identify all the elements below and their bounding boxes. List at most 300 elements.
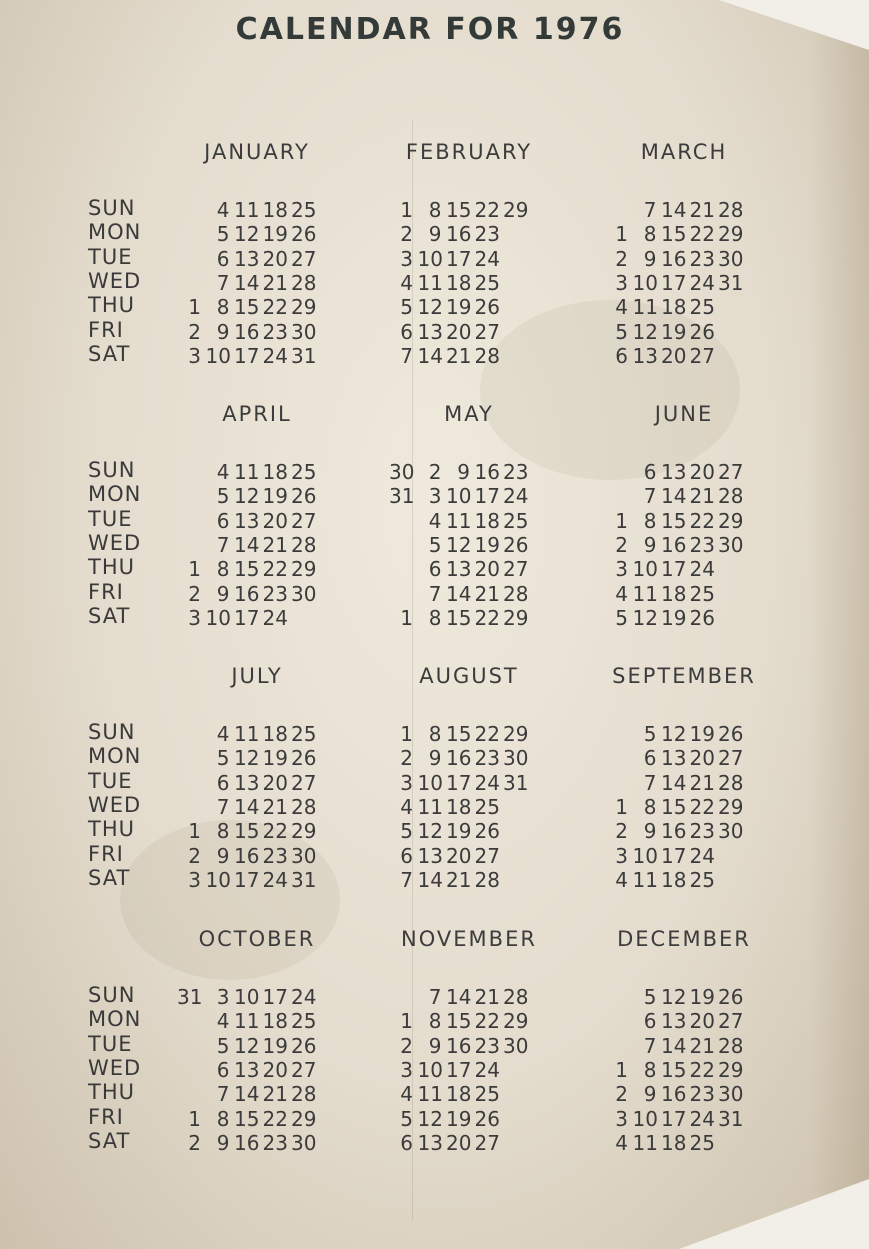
date-cell: 28 xyxy=(291,1082,317,1107)
date-cell: 19 xyxy=(446,819,472,844)
date-cell: 20 xyxy=(446,843,472,868)
date-cell: 16 xyxy=(661,1082,687,1107)
date-cell: 5 xyxy=(216,1033,230,1058)
date-cell: 27 xyxy=(718,460,744,484)
week-row xyxy=(612,868,772,892)
date-cell: 6 xyxy=(216,770,230,795)
date-cell: 25 xyxy=(503,508,529,533)
date-cell: 14 xyxy=(234,270,260,295)
date-cell: 5 xyxy=(400,295,413,320)
date-cell: 13 xyxy=(234,246,260,271)
date-cell: 5 xyxy=(643,985,657,1009)
date-cell: 11 xyxy=(632,295,658,320)
week-row xyxy=(397,295,557,319)
date-cell: 17 xyxy=(661,843,687,868)
date-cell: 15 xyxy=(446,722,472,746)
date-cell: 9 xyxy=(428,222,442,247)
date-cell: 12 xyxy=(417,295,443,320)
date-cell: 30 xyxy=(503,746,529,771)
date-cell: 6 xyxy=(643,460,657,484)
date-cell: 3 xyxy=(400,246,413,271)
date-cell: 22 xyxy=(689,794,715,819)
date-cell: 14 xyxy=(234,794,260,819)
date-cell: 12 xyxy=(234,1033,260,1058)
date-cell: 24 xyxy=(291,985,317,1009)
date-cell: 27 xyxy=(689,343,715,368)
date-cell: 28 xyxy=(503,581,529,606)
date-cell: 7 xyxy=(643,198,657,222)
month-name-november: NOVEMBER xyxy=(401,927,537,951)
date-cell: 5 xyxy=(216,484,230,509)
week-row xyxy=(185,509,345,533)
date-cell: 2 xyxy=(188,1130,201,1155)
day-label-thu: THU xyxy=(88,1080,135,1105)
date-cell: 23 xyxy=(474,746,500,771)
date-cell: 18 xyxy=(446,270,472,295)
week-row xyxy=(612,795,772,819)
date-cell: 6 xyxy=(615,343,628,368)
date-cell: 7 xyxy=(216,794,230,819)
week-row xyxy=(397,557,557,581)
date-cell: 22 xyxy=(689,222,715,247)
date-cell: 13 xyxy=(661,746,687,771)
date-cell: 22 xyxy=(689,508,715,533)
date-cell: 30 xyxy=(718,532,744,557)
date-cell: 13 xyxy=(417,843,443,868)
date-cell: 25 xyxy=(291,1009,317,1034)
date-cell: 4 xyxy=(615,581,628,606)
month-name-may: MAY xyxy=(444,402,494,426)
date-cell: 25 xyxy=(689,867,715,892)
date-cell: 18 xyxy=(262,1009,288,1034)
date-cell: 13 xyxy=(234,770,260,795)
date-cell: 8 xyxy=(216,557,230,582)
date-cell: 7 xyxy=(643,484,657,509)
date-cell: 30 xyxy=(718,246,744,271)
week-row xyxy=(612,606,772,630)
date-cell: 31 xyxy=(389,484,415,509)
date-cell: 10 xyxy=(417,246,443,271)
date-cell: 2 xyxy=(400,746,413,771)
date-cell: 26 xyxy=(291,484,317,509)
torn-corner-bottom xyxy=(679,1179,869,1249)
date-cell: 7 xyxy=(400,867,413,892)
date-cell: 14 xyxy=(234,1082,260,1107)
date-cell: 14 xyxy=(661,484,687,509)
date-cell: 16 xyxy=(446,1033,472,1058)
date-cell: 26 xyxy=(474,1106,500,1131)
date-cell: 9 xyxy=(643,819,657,844)
date-cell: 3 xyxy=(428,484,442,509)
date-cell: 15 xyxy=(234,295,260,320)
date-cell: 30 xyxy=(503,1033,529,1058)
day-label-sat: SAT xyxy=(88,865,131,890)
date-cell: 27 xyxy=(474,1130,500,1155)
date-cell: 21 xyxy=(262,270,288,295)
date-cell: 29 xyxy=(291,295,317,320)
week-row xyxy=(185,1082,345,1106)
day-label-thu: THU xyxy=(88,293,135,318)
date-cell: 12 xyxy=(234,484,260,509)
week-row xyxy=(185,484,345,508)
week-row xyxy=(397,1107,557,1131)
date-cell: 3 xyxy=(400,1057,413,1082)
date-cell: 20 xyxy=(262,246,288,271)
date-cell: 28 xyxy=(718,484,744,509)
week-row xyxy=(612,271,772,295)
date-cell: 16 xyxy=(446,222,472,247)
date-cell: 8 xyxy=(216,1106,230,1131)
date-cell: 11 xyxy=(446,508,472,533)
date-cell: 2 xyxy=(188,319,201,344)
date-cell: 19 xyxy=(446,295,472,320)
date-cell: 22 xyxy=(689,1057,715,1082)
date-cell: 2 xyxy=(400,222,413,247)
month-name-january: JANUARY xyxy=(204,140,310,164)
date-cell: 26 xyxy=(291,222,317,247)
date-cell: 26 xyxy=(503,532,529,557)
date-cell: 20 xyxy=(446,319,472,344)
date-cell: 18 xyxy=(661,295,687,320)
date-cell: 19 xyxy=(689,722,715,746)
date-cell: 9 xyxy=(643,1082,657,1107)
date-cell: 12 xyxy=(446,532,472,557)
date-cell: 28 xyxy=(718,198,744,222)
date-cell: 6 xyxy=(216,1057,230,1082)
day-label-thu: THU xyxy=(88,555,135,580)
date-cell: 14 xyxy=(661,770,687,795)
date-cell: 10 xyxy=(205,343,231,368)
date-cell: 7 xyxy=(216,1082,230,1107)
date-cell: 26 xyxy=(718,722,744,746)
date-cell: 21 xyxy=(446,867,472,892)
date-cell: 4 xyxy=(400,270,413,295)
date-cell: 23 xyxy=(474,222,500,247)
date-cell: 7 xyxy=(400,343,413,368)
day-label-wed: WED xyxy=(88,530,142,555)
date-cell: 6 xyxy=(643,1009,657,1034)
week-row xyxy=(612,771,772,795)
date-cell: 14 xyxy=(446,985,472,1009)
date-cell: 15 xyxy=(661,508,687,533)
week-row xyxy=(612,1131,772,1155)
date-cell: 29 xyxy=(503,605,529,630)
date-cell: 13 xyxy=(417,319,443,344)
month-name-february: FEBRUARY xyxy=(405,140,533,164)
date-cell: 18 xyxy=(262,198,288,222)
week-row xyxy=(397,1009,557,1033)
day-label-fri: FRI xyxy=(88,841,124,866)
date-cell: 22 xyxy=(474,605,500,630)
date-cell: 21 xyxy=(474,985,500,1009)
week-row xyxy=(185,320,345,344)
date-cell: 23 xyxy=(689,246,715,271)
date-cell: 26 xyxy=(689,605,715,630)
date-cell: 1 xyxy=(188,557,201,582)
week-row xyxy=(397,222,557,246)
week-row xyxy=(397,247,557,271)
date-cell: 1 xyxy=(400,1009,413,1034)
date-cell: 3 xyxy=(400,770,413,795)
date-cell: 13 xyxy=(234,1057,260,1082)
day-label-mon: MON xyxy=(88,482,142,507)
date-cell: 23 xyxy=(262,581,288,606)
date-cell: 18 xyxy=(446,794,472,819)
date-cell: 20 xyxy=(661,343,687,368)
week-row xyxy=(612,819,772,843)
date-cell: 25 xyxy=(474,270,500,295)
date-cell: 1 xyxy=(400,722,413,746)
date-cell: 4 xyxy=(216,1009,230,1034)
month-name-august: AUGUST xyxy=(419,664,519,688)
date-cell: 4 xyxy=(400,1082,413,1107)
date-cell: 19 xyxy=(262,484,288,509)
date-cell: 23 xyxy=(262,1130,288,1155)
date-cell: 13 xyxy=(632,343,658,368)
date-cell: 30 xyxy=(291,843,317,868)
date-cell: 1 xyxy=(615,222,628,247)
date-cell: 9 xyxy=(216,319,230,344)
date-cell: 8 xyxy=(428,605,442,630)
date-cell: 8 xyxy=(216,819,230,844)
date-cell: 3 xyxy=(615,843,628,868)
date-cell: 11 xyxy=(417,270,443,295)
date-cell: 14 xyxy=(661,198,687,222)
date-cell: 8 xyxy=(643,222,657,247)
week-row xyxy=(185,771,345,795)
week-row xyxy=(612,746,772,770)
date-cell: 24 xyxy=(689,557,715,582)
date-cell: 5 xyxy=(615,319,628,344)
day-label-mon: MON xyxy=(88,220,142,245)
month-name-december: DECEMBER xyxy=(617,927,751,951)
date-cell: 23 xyxy=(474,1033,500,1058)
date-cell: 26 xyxy=(474,295,500,320)
date-cell: 20 xyxy=(689,460,715,484)
week-row xyxy=(612,1107,772,1131)
day-label-sun: SUN xyxy=(88,720,136,744)
date-cell: 10 xyxy=(632,270,658,295)
date-cell: 4 xyxy=(400,794,413,819)
date-cell: 27 xyxy=(291,1057,317,1082)
date-cell: 29 xyxy=(503,722,529,746)
date-cell: 16 xyxy=(234,843,260,868)
date-cell: 30 xyxy=(718,819,744,844)
date-cell: 13 xyxy=(661,1009,687,1034)
month-name-march: MARCH xyxy=(640,140,728,164)
date-cell: 27 xyxy=(474,319,500,344)
date-cell: 24 xyxy=(689,843,715,868)
date-cell: 7 xyxy=(643,1033,657,1058)
date-cell: 17 xyxy=(234,343,260,368)
date-cell: 19 xyxy=(262,1033,288,1058)
date-cell: 4 xyxy=(216,722,230,746)
date-cell: 31 xyxy=(291,343,317,368)
day-label-sun: SUN xyxy=(88,458,136,482)
date-cell: 8 xyxy=(428,722,442,746)
date-cell: 29 xyxy=(291,557,317,582)
date-cell: 27 xyxy=(718,746,744,771)
date-cell: 7 xyxy=(428,581,442,606)
date-cell: 14 xyxy=(417,867,443,892)
date-cell: 11 xyxy=(632,581,658,606)
date-cell: 22 xyxy=(262,819,288,844)
date-cell: 12 xyxy=(661,722,687,746)
week-row xyxy=(612,222,772,246)
date-cell: 26 xyxy=(291,746,317,771)
date-cell: 1 xyxy=(188,295,201,320)
date-cell: 9 xyxy=(643,532,657,557)
week-row xyxy=(185,606,345,630)
date-cell: 16 xyxy=(661,532,687,557)
date-cell: 25 xyxy=(474,1082,500,1107)
day-label-fri: FRI xyxy=(88,1104,124,1129)
week-row xyxy=(612,1034,772,1058)
week-row xyxy=(177,985,345,1009)
month-name-october: OCTOBER xyxy=(198,927,316,951)
date-cell: 22 xyxy=(474,198,500,222)
week-row xyxy=(397,844,557,868)
date-cell: 3 xyxy=(615,1106,628,1131)
date-cell: 11 xyxy=(234,1009,260,1034)
day-label-thu: THU xyxy=(88,817,135,842)
date-cell: 16 xyxy=(474,460,500,484)
date-cell: 23 xyxy=(689,1082,715,1107)
week-row xyxy=(612,582,772,606)
date-cell: 18 xyxy=(661,1130,687,1155)
date-cell: 24 xyxy=(474,770,500,795)
date-cell: 14 xyxy=(417,343,443,368)
date-cell: 17 xyxy=(234,867,260,892)
week-row xyxy=(185,819,345,843)
week-row xyxy=(612,295,772,319)
week-row xyxy=(397,509,557,533)
date-cell: 19 xyxy=(446,1106,472,1131)
date-cell: 11 xyxy=(234,460,260,484)
date-cell: 5 xyxy=(428,532,442,557)
date-cell: 30 xyxy=(291,319,317,344)
date-cell: 9 xyxy=(216,1130,230,1155)
date-cell: 28 xyxy=(291,794,317,819)
date-cell: 17 xyxy=(446,1057,472,1082)
date-cell: 9 xyxy=(216,581,230,606)
week-row xyxy=(185,198,345,222)
week-row xyxy=(612,557,772,581)
date-cell: 9 xyxy=(428,746,442,771)
date-cell: 10 xyxy=(446,484,472,509)
date-cell: 18 xyxy=(661,581,687,606)
date-cell: 4 xyxy=(216,198,230,222)
date-cell: 21 xyxy=(446,343,472,368)
week-row xyxy=(612,460,772,484)
date-cell: 19 xyxy=(689,985,715,1009)
week-row xyxy=(397,271,557,295)
week-row xyxy=(397,344,557,368)
date-cell: 17 xyxy=(446,770,472,795)
week-row xyxy=(185,557,345,581)
date-cell: 15 xyxy=(661,794,687,819)
date-cell: 29 xyxy=(718,508,744,533)
date-cell: 20 xyxy=(262,770,288,795)
date-cell: 10 xyxy=(205,867,231,892)
date-cell: 8 xyxy=(428,198,442,222)
date-cell: 19 xyxy=(661,319,687,344)
date-cell: 5 xyxy=(400,819,413,844)
date-cell: 1 xyxy=(615,508,628,533)
date-cell: 26 xyxy=(689,319,715,344)
date-cell: 9 xyxy=(457,460,470,484)
date-cell: 26 xyxy=(291,1033,317,1058)
month-name-june: JUNE xyxy=(654,402,714,426)
date-cell: 16 xyxy=(234,319,260,344)
date-cell: 17 xyxy=(446,246,472,271)
date-cell: 18 xyxy=(262,722,288,746)
date-cell: 24 xyxy=(262,605,288,630)
page-title: CALENDAR FOR 1976 xyxy=(235,12,625,47)
week-row xyxy=(612,1058,772,1082)
date-cell: 2 xyxy=(615,1082,628,1107)
date-cell: 19 xyxy=(262,746,288,771)
date-cell: 17 xyxy=(262,985,288,1009)
month-name-september: SEPTEMBER xyxy=(612,664,756,688)
date-cell: 25 xyxy=(291,198,317,222)
date-cell: 13 xyxy=(446,557,472,582)
date-cell: 31 xyxy=(291,867,317,892)
date-cell: 27 xyxy=(503,557,529,582)
date-cell: 16 xyxy=(661,819,687,844)
date-cell: 11 xyxy=(632,867,658,892)
date-cell: 13 xyxy=(417,1130,443,1155)
week-row xyxy=(612,722,772,746)
week-row xyxy=(185,722,345,746)
date-cell: 1 xyxy=(400,198,413,222)
week-row xyxy=(397,1082,557,1106)
date-cell: 25 xyxy=(474,794,500,819)
week-row xyxy=(397,819,557,843)
date-cell: 11 xyxy=(234,722,260,746)
date-cell: 21 xyxy=(262,532,288,557)
date-cell: 10 xyxy=(632,1106,658,1131)
week-row xyxy=(185,344,345,368)
date-cell: 29 xyxy=(718,794,744,819)
week-row xyxy=(185,844,345,868)
date-cell: 23 xyxy=(689,532,715,557)
date-cell: 3 xyxy=(188,867,201,892)
week-row xyxy=(612,247,772,271)
date-cell: 24 xyxy=(262,867,288,892)
week-row xyxy=(185,533,345,557)
date-cell: 27 xyxy=(291,508,317,533)
date-cell: 10 xyxy=(632,843,658,868)
week-row xyxy=(612,985,772,1009)
week-row xyxy=(397,606,557,630)
date-cell: 23 xyxy=(262,319,288,344)
date-cell: 28 xyxy=(503,985,529,1009)
week-row xyxy=(185,1107,345,1131)
date-cell: 10 xyxy=(632,557,658,582)
date-cell: 15 xyxy=(234,1106,260,1131)
date-cell: 15 xyxy=(234,819,260,844)
date-cell: 2 xyxy=(615,246,628,271)
week-row xyxy=(612,198,772,222)
week-row xyxy=(397,1034,557,1058)
date-cell: 29 xyxy=(291,819,317,844)
date-cell: 1 xyxy=(615,794,628,819)
day-label-sat: SAT xyxy=(88,603,131,628)
page-edge-shadow xyxy=(809,0,869,1249)
date-cell: 21 xyxy=(474,581,500,606)
date-cell: 24 xyxy=(474,246,500,271)
